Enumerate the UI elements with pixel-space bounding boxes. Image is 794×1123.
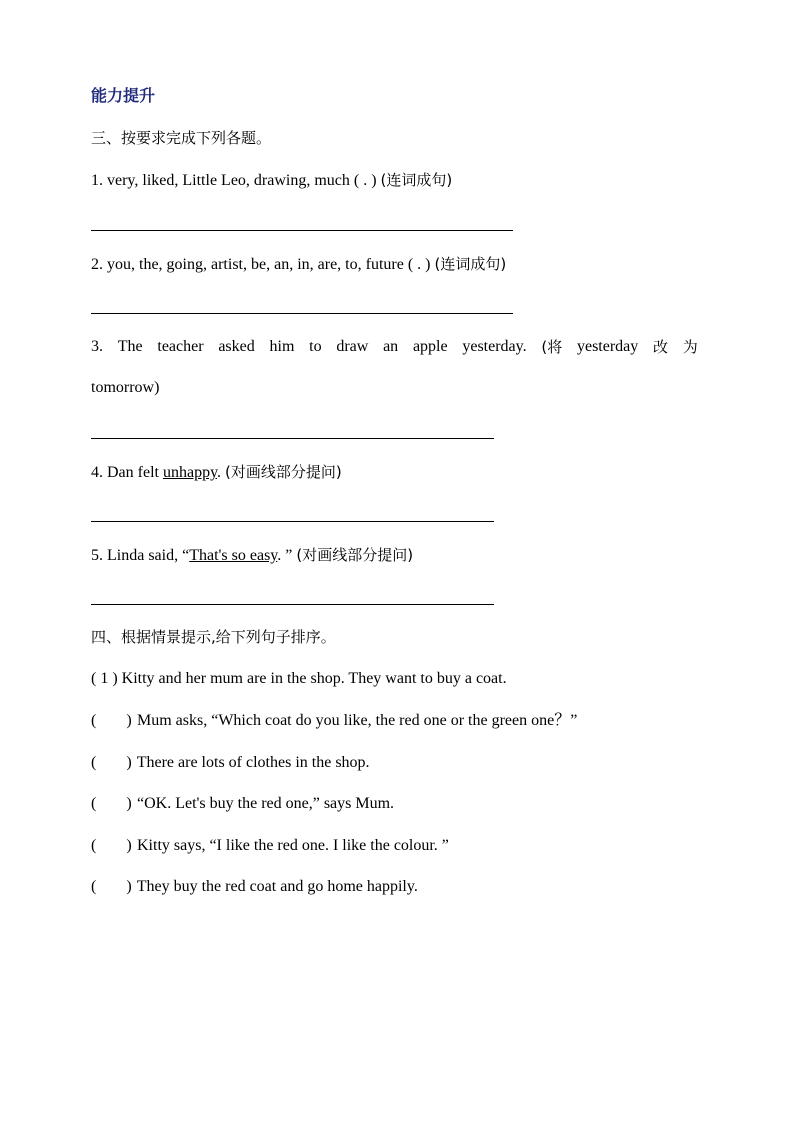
question-2-hint: (连词成句) <box>434 255 507 273</box>
order-blank[interactable]: ( ) <box>91 712 132 729</box>
question-3-word: draw <box>336 338 369 355</box>
ordering-item-text: There are lots of clothes in the shop. <box>136 754 370 771</box>
question-2 <box>91 254 506 275</box>
ordering-item <box>91 711 577 731</box>
question-2-text: 2. you, the, going, artist, be, an, in, are, to, future ( . ) <box>91 256 435 273</box>
part3-heading: 三、按要求完成下列各题。 <box>91 129 272 147</box>
question-4-post: . <box>217 464 226 481</box>
question-3-word: 为 <box>682 338 698 356</box>
order-blank[interactable]: ( ) <box>91 754 132 771</box>
question-1-text: 1. very, liked, Little Leo, drawing, much ( . ) <box>91 172 381 189</box>
answer-line-1[interactable] <box>91 230 513 231</box>
question-3-word: yesterday <box>576 338 639 355</box>
order-blank[interactable]: ( ) <box>91 837 132 854</box>
question-5-hint: (对画线部分提问) <box>296 546 414 564</box>
question-3-word: asked <box>218 338 255 355</box>
question-5 <box>91 545 413 566</box>
ordering-item <box>91 877 418 897</box>
question-5-underlined: That's so easy <box>189 547 278 564</box>
question-3-word: 改 <box>653 338 669 356</box>
ordering-item <box>91 836 449 856</box>
question-1 <box>91 170 452 191</box>
question-4-hint: (对画线部分提问) <box>225 463 342 481</box>
ordering-item-text: “OK. Let's buy the red one,” says Mum. <box>137 795 395 812</box>
answer-line-4[interactable] <box>91 521 494 522</box>
section-title: 能力提升 <box>91 86 156 105</box>
question-3-word: yesterday. <box>462 338 527 355</box>
question-3-word: (将 <box>541 338 563 356</box>
question-5-pre: 5. Linda said, “ <box>91 547 190 564</box>
ordering-item <box>91 794 394 814</box>
order-blank[interactable]: ( ) <box>91 878 132 895</box>
ordering-item-text: Kitty says, “I like the red one. I like the colour. ” <box>137 837 449 854</box>
question-4-pre: 4. Dan felt <box>91 464 163 481</box>
question-3-word: apple <box>412 338 448 355</box>
ordering-item <box>91 753 370 773</box>
question-3-word: an <box>383 338 399 355</box>
answer-line-5[interactable] <box>91 604 494 605</box>
question-3-word: teacher <box>157 338 204 355</box>
question-3 <box>91 337 698 357</box>
part4-heading: 四、根据情景提示,给下列句子排序。 <box>91 628 336 646</box>
ordering-item-text: They buy the red coat and go home happily. <box>136 878 418 895</box>
question-3-word: The <box>117 338 143 355</box>
answer-line-2[interactable] <box>91 313 513 314</box>
question-3-word: 3. <box>91 338 103 355</box>
question-3-word: him <box>269 338 295 355</box>
ordering-first-sentence: ( 1 ) Kitty and her mum are in the shop. They want to buy a coat. <box>91 670 507 687</box>
question-4 <box>91 462 342 483</box>
order-blank[interactable]: ( ) <box>91 795 132 812</box>
answer-line-3[interactable] <box>91 438 494 439</box>
question-4-underlined: unhappy <box>162 464 218 481</box>
question-5-post: . ” <box>277 547 297 564</box>
question-3-continued: tomorrow) <box>91 379 160 396</box>
question-3-word: to <box>309 338 322 355</box>
question-1-hint: (连词成句) <box>380 171 453 189</box>
ordering-item-text: Mum asks, “Which coat do you like, the red one or the green one？” <box>137 712 578 729</box>
